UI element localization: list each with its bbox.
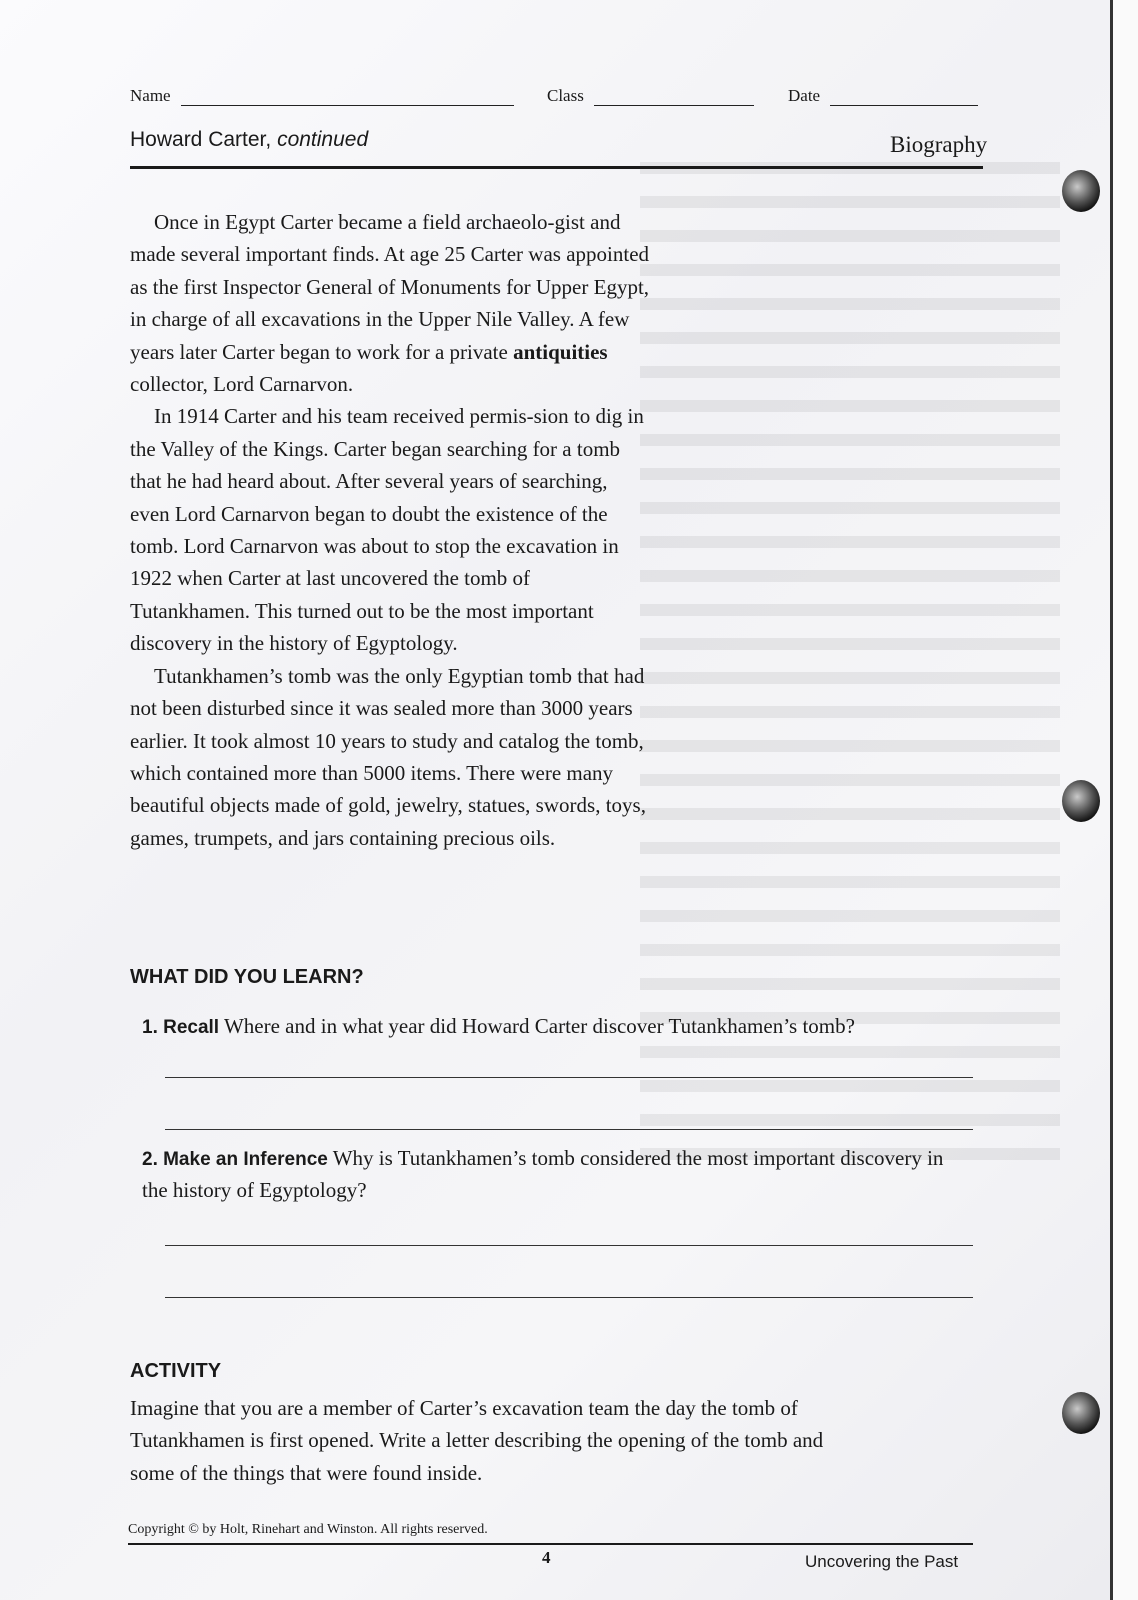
q2-keyword: Make an Inference xyxy=(163,1149,328,1170)
p1-text: Once in Egypt Carter became a field archaeolo-gist and made several important finds. At age 25 Carter was appointed as the first Inspector General of Monuments for Upper Egypt, in charge of all excavations in the Upper Nile Valley. A few years later Carter began to work for a private xyxy=(130,210,650,364)
bleed-through-shadow xyxy=(640,140,1060,1540)
paragraph-1 xyxy=(130,206,650,400)
activity-heading: ACTIVITY xyxy=(130,1360,222,1382)
activity-text: Imagine that you are a member of Carter’s excavation team the day the tomb of Tutankhamen is first opened. Write a letter describing the opening of the tomb and some of the things that were found inside. xyxy=(130,1396,824,1485)
punch-hole-top-icon xyxy=(1062,170,1100,212)
question-2 xyxy=(142,1143,972,1206)
q2-answer-line-1[interactable] xyxy=(165,1245,973,1246)
date-label: Date xyxy=(788,86,821,105)
punch-hole-bottom-icon xyxy=(1062,1392,1100,1434)
learn-heading: WHAT DID YOU LEARN? xyxy=(130,966,364,988)
paragraph-3: Tutankhamen’s tomb was the only Egyptian tomb that had not been disturbed since it was sealed more than 3000 years earlier. It took almost 10 years to study and catalog the tomb, which contained more than 5000 items. There were many beautiful objects made of gold, jewelry, statues, swords, toys, games, trumpets, and jars containing precious oils. xyxy=(130,663,646,850)
q1-answer-line-1[interactable] xyxy=(165,1077,973,1078)
background-edge xyxy=(1113,0,1138,1600)
page-number: 4 xyxy=(542,1548,551,1567)
p1-text-end: collector, Lord Carnarvon. xyxy=(130,372,354,397)
book-title: Uncovering the Past xyxy=(805,1552,959,1571)
name-label: Name xyxy=(130,86,171,105)
header-rule xyxy=(130,166,983,169)
q1-text: Where and in what year did Howard Carter discover Tutankhamen’s tomb? xyxy=(223,1014,855,1038)
name-field[interactable] xyxy=(130,86,514,106)
question-1 xyxy=(142,1011,972,1043)
section-name: Biography xyxy=(890,132,988,157)
vocab-antiquities: antiquities xyxy=(513,339,608,364)
q1-answer-line-2[interactable] xyxy=(165,1129,973,1130)
paragraph-2: In 1914 Carter and his team received permis-sion to dig in the Valley of the Kings. Carter began searching for a tomb that he had heard about. After several years of searching, even Lord Carnarvon began to doubt the existence of the tomb. Lord Carnarvon was about to stop the excavation in 1922 when Carter at last uncovered the tomb of Tutankhamen. This turned out to be the most important discovery in the history of Egyptology. xyxy=(130,404,644,656)
page-subtitle xyxy=(130,128,368,152)
class-line[interactable] xyxy=(594,91,754,106)
name-line[interactable] xyxy=(181,91,514,106)
q1-keyword: Recall xyxy=(163,1017,220,1038)
q2-text: Why is Tutankhamen’s tomb considered the most important discovery in the history of Egyptology? xyxy=(142,1146,944,1202)
date-line[interactable] xyxy=(830,91,978,106)
q2-answer-line-2[interactable] xyxy=(165,1297,973,1298)
class-field[interactable] xyxy=(547,86,754,106)
class-label: Class xyxy=(547,86,584,105)
subtitle-main: Howard Carter, xyxy=(130,128,272,151)
biography-text xyxy=(130,206,650,854)
copyright-notice: Copyright © by Holt, Rinehart and Winston. All rights reserved. xyxy=(128,1522,488,1537)
punch-hole-middle-icon xyxy=(1062,780,1100,822)
date-field[interactable] xyxy=(788,86,978,106)
q1-number: 1. xyxy=(142,1017,158,1038)
q2-number: 2. xyxy=(142,1149,158,1170)
footer-rule xyxy=(128,1543,973,1545)
subtitle-continued: continued xyxy=(277,128,369,151)
